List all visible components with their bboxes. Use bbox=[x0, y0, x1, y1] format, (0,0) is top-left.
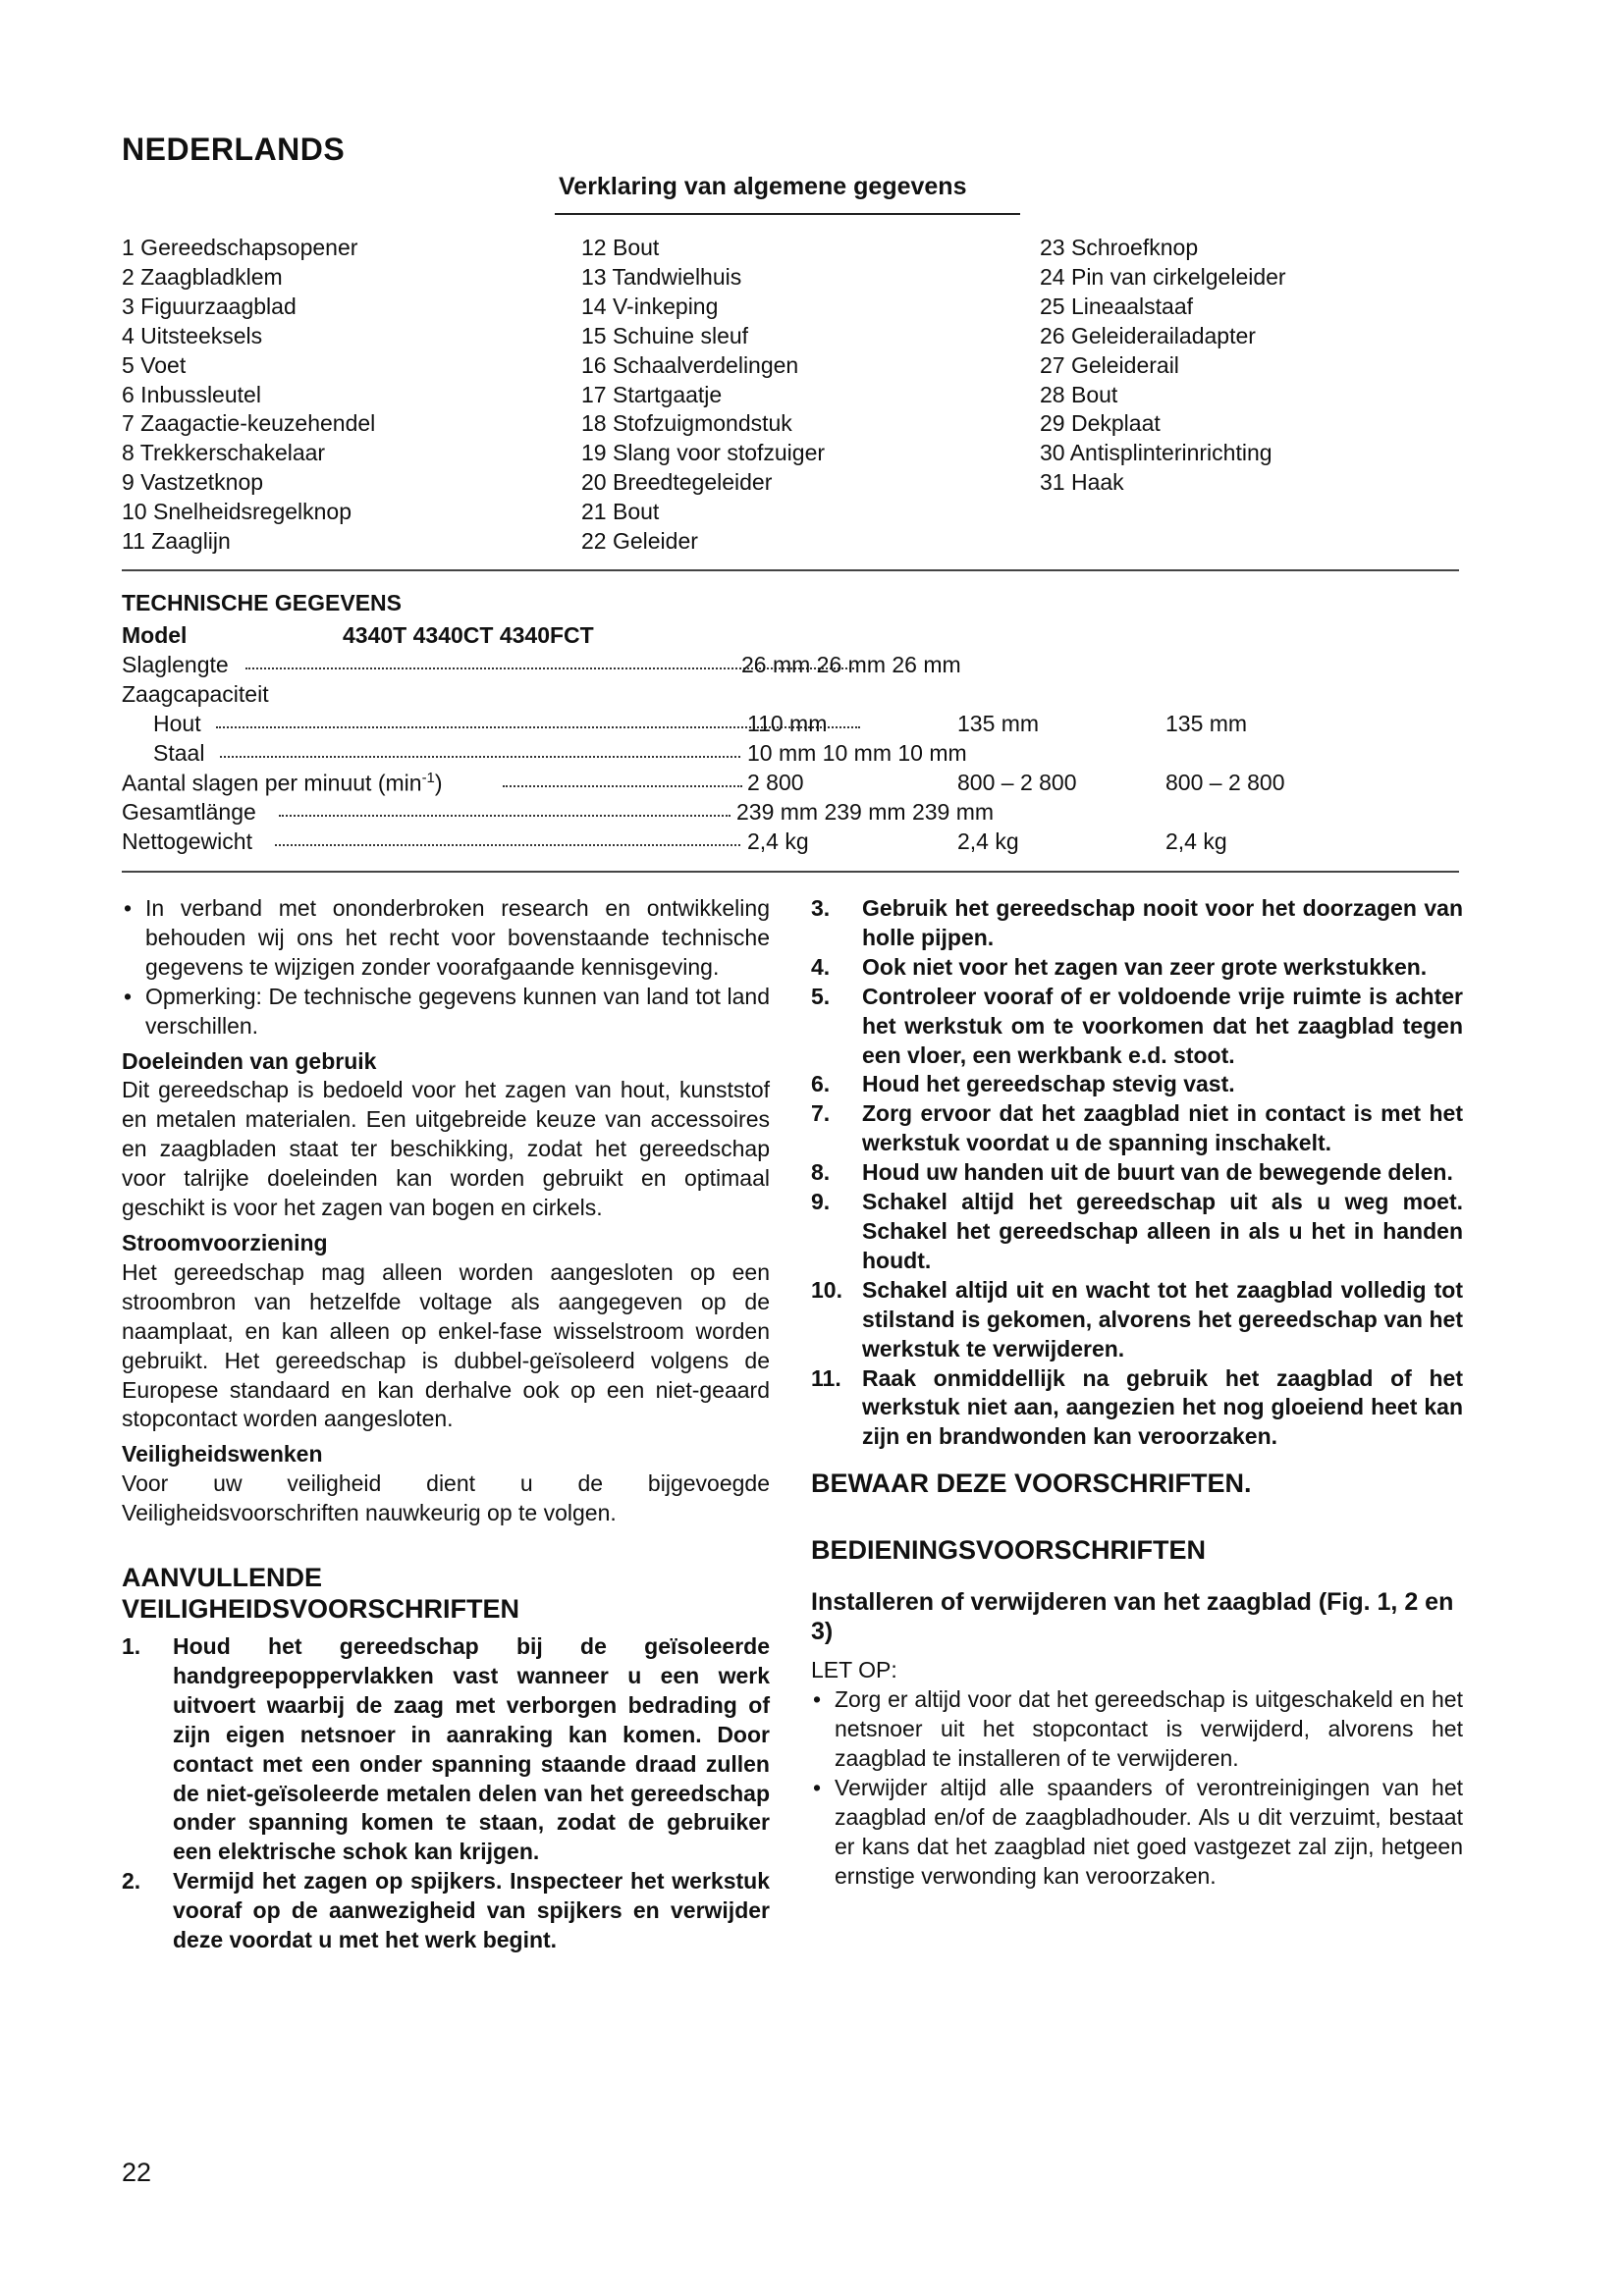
legend-item: 29 Dekplaat bbox=[1040, 410, 1161, 437]
legend-item: 28 Bout bbox=[1040, 381, 1118, 407]
spec-notes bbox=[122, 894, 770, 1041]
safety-rules-right bbox=[811, 894, 1463, 1452]
model-values: 4340T 4340CT 4340FCT bbox=[343, 622, 594, 648]
rule-text: Houd het gereedschap stevig vast. bbox=[862, 1071, 1235, 1097]
legend-item: 27 Geleiderail bbox=[1040, 351, 1179, 378]
spec-label-sup: -1 bbox=[421, 770, 435, 786]
rule-number: 8. bbox=[811, 1159, 831, 1186]
legend-item: 6 Inbussleutel bbox=[122, 381, 261, 407]
legend-item: 15 Schuine sleuf bbox=[581, 322, 749, 348]
legend-item: 19 Slang voor stofzuiger bbox=[581, 440, 826, 466]
rule-number: 2. bbox=[122, 1868, 141, 1895]
legend-item: 17 Startgaatje bbox=[581, 381, 723, 407]
note-item: • Opmerking: De technische gegevens kunnen van land tot land verschillen. bbox=[122, 983, 770, 1041]
legend-item: 21 Bout bbox=[581, 499, 660, 525]
legend-item: 22 Geleider bbox=[581, 528, 698, 555]
spec-value: 135 mm bbox=[957, 711, 1040, 736]
rule-number: 3. bbox=[811, 895, 831, 921]
additional-safety-title-line-1: AANVULLENDE bbox=[122, 1563, 323, 1593]
spec-label-suffix: ) bbox=[434, 770, 443, 796]
rule-number: 4. bbox=[811, 953, 831, 980]
safety-rule bbox=[811, 983, 1463, 1071]
rule-text: Zorg ervoor dat het zaagblad niet in contact is met het werkstuk voordat u de spanning inschakelt. bbox=[862, 1100, 1463, 1156]
spec-value: 800 – 2 800 bbox=[957, 770, 1077, 795]
legend-item: 12 Bout bbox=[581, 235, 660, 260]
spec-value: 2,4 kg bbox=[957, 828, 1019, 854]
legend-item: 9 Vastzetknop bbox=[122, 469, 264, 496]
safety-rule bbox=[811, 1364, 1463, 1453]
spec-label: Zaagcapaciteit bbox=[122, 681, 269, 707]
legend-item: 30 Antisplinterinrichting bbox=[1040, 440, 1272, 466]
legend-item: 4 Uitsteeksels bbox=[122, 322, 263, 348]
rule-text: Houd het gereedschap bij de geïsoleerde handgreepoppervlakken vast wanneer u een werk uitvoert waarbij de zaag met verborgen bedrading of zijn eigen netsnoer in aanraking kan komen. Door contact met een onder spanning staande draad zullen de niet-geïsoleerde metalen delen van het gereedschap onder spanning komen te staan, zodat de gebruiker een elektrische schok kan krijgen. bbox=[173, 1633, 770, 1865]
legend-item: 3 Figuurzaagblad bbox=[122, 293, 297, 319]
safety-rule bbox=[811, 1070, 1463, 1099]
spec-value: 110 mm bbox=[747, 711, 828, 736]
caution-item: • Zorg er altijd voor dat het gereedschap is uitgeschakeld en het netsnoer uit het stopcontact is verwijderd, alvorens het zaagblad te installeren of te verwijderen. bbox=[811, 1685, 1463, 1774]
spec-value: 2 800 bbox=[747, 770, 804, 795]
safety-rule bbox=[811, 1158, 1463, 1188]
legend-item: 31 Haak bbox=[1040, 469, 1124, 496]
additional-safety-title bbox=[122, 1562, 770, 1625]
spec-label: Nettogewicht bbox=[122, 828, 252, 854]
rule-number: 9. bbox=[811, 1189, 831, 1215]
legend-item: 11 Zaaglijn bbox=[122, 528, 231, 555]
legend-item: 13 Tandwielhuis bbox=[581, 263, 742, 290]
legend-heading-rule bbox=[555, 213, 1020, 215]
legend-item: 16 Schaalverdelingen bbox=[581, 351, 799, 378]
page-number: 22 bbox=[122, 2158, 152, 2187]
spec-label: Staal bbox=[153, 740, 205, 766]
rule-text: Houd uw handen uit de buurt van de bewegende delen. bbox=[862, 1159, 1453, 1186]
legend-item: 2 Zaagbladklem bbox=[122, 263, 283, 290]
spec-value: 10 mm 10 mm 10 mm bbox=[747, 740, 967, 766]
model-label: Model bbox=[122, 622, 188, 648]
spec-value: 135 mm bbox=[1165, 711, 1248, 736]
legend-item: 23 Schroefknop bbox=[1040, 235, 1199, 260]
legend-column-1 bbox=[122, 234, 375, 557]
legend-item: 7 Zaagactie-keuzehendel bbox=[122, 410, 376, 437]
leader-dots bbox=[220, 756, 740, 758]
legend-item: 5 Voet bbox=[122, 351, 187, 378]
leader-dots bbox=[279, 815, 731, 817]
right-column bbox=[811, 894, 1463, 1891]
safety-rule bbox=[811, 894, 1463, 953]
safety-rule bbox=[122, 1867, 770, 1955]
section-divider bbox=[122, 569, 1459, 571]
legend-item: 26 Geleiderailadapter bbox=[1040, 322, 1256, 348]
legend-item: 14 V-inkeping bbox=[581, 293, 719, 319]
safety-rule bbox=[811, 953, 1463, 983]
spec-label: Hout bbox=[153, 711, 201, 736]
legend-heading: Verklaring van algemene gegevens bbox=[559, 173, 967, 200]
leader-dots bbox=[503, 785, 742, 787]
rule-text: Ook niet voor het zagen van zeer grote werkstukken. bbox=[862, 953, 1428, 980]
power-text: Het gereedschap mag alleen worden aangesloten op een stroombron van hetzelfde voltage als aangegeven op de naamplaat, en kan alleen op enkel-fase wisselstroom worden gebruikt. Het gereedschap is dubbel-geïsoleerd volgens de Europese standaard en kan derhalve ook op een niet-geaard stopcontact worden aangesloten. bbox=[122, 1258, 770, 1432]
additional-safety-title-line-2: VEILIGHEIDSVOORSCHRIFTEN bbox=[122, 1594, 520, 1625]
legend-item: 25 Lineaalstaaf bbox=[1040, 293, 1194, 319]
rule-text: Vermijd het zagen op spijkers. Inspecteer het werkstuk vooraf op de aanwezigheid van spijkers en verwijder deze voordat u met het werk begint. bbox=[173, 1868, 770, 1953]
spec-label: Gesamtlänge bbox=[122, 799, 256, 825]
section-divider bbox=[122, 871, 1459, 873]
safety-rule bbox=[122, 1632, 770, 1867]
leader-dots bbox=[275, 844, 740, 846]
rule-text: Schakel altijd het gereedschap uit als u weg moet. Schakel het gereedschap alleen in als u het in handen houdt. bbox=[862, 1189, 1463, 1273]
specs-title: TECHNISCHE GEGEVENS bbox=[122, 590, 402, 615]
caution-notes bbox=[811, 1685, 1463, 1891]
caution-label: LET OP: bbox=[811, 1657, 897, 1683]
rule-text: Schakel altijd uit en wacht tot het zaagblad volledig tot stilstand is gekomen, alvorens het gereedschap van het werkstuk te verwijderen. bbox=[862, 1276, 1463, 1362]
spec-value: 2,4 kg bbox=[1165, 828, 1227, 854]
legend-column-2 bbox=[581, 234, 825, 557]
safety-text: Voor uw veiligheid dient u de bijgevoegde Veiligheidsvoorschriften nauwkeurig op te volgen. bbox=[122, 1470, 770, 1526]
spec-value: 239 mm 239 mm 239 mm bbox=[736, 799, 995, 825]
rule-text: Gebruik het gereedschap nooit voor het doorzagen van holle pijpen. bbox=[862, 895, 1463, 950]
spec-label: Slaglengte bbox=[122, 652, 229, 677]
spec-label-text: Aantal slagen per minuut (min bbox=[122, 770, 422, 796]
legend-item: 18 Stofzuigmondstuk bbox=[581, 410, 792, 437]
left-column bbox=[122, 894, 770, 1955]
safety-rules-left bbox=[122, 1632, 770, 1955]
safety-rule bbox=[811, 1099, 1463, 1158]
purpose-title: Doeleinden van gebruik bbox=[122, 1047, 377, 1074]
language-title: NEDERLANDS bbox=[122, 132, 346, 167]
spacer bbox=[122, 1528, 770, 1562]
rule-text: Controleer vooraf of er voldoende vrije ruimte is achter het werkstuk om te voorkomen dat het zaagblad tegen een vloer, een werkbank e.d. stoot. bbox=[862, 983, 1463, 1068]
safety-rule bbox=[811, 1276, 1463, 1364]
power-title: Stroomvoorziening bbox=[122, 1229, 328, 1255]
operation-title: BEDIENINGSVOORSCHRIFTEN bbox=[811, 1535, 1207, 1566]
spec-label bbox=[122, 770, 443, 797]
rule-number: 11. bbox=[811, 1364, 841, 1391]
spec-value: 2,4 kg bbox=[747, 828, 809, 854]
install-blade-title: Installeren of verwijderen van het zaagblad (Fig. 1, 2 en 3) bbox=[811, 1588, 1454, 1646]
spec-value: 800 – 2 800 bbox=[1165, 770, 1285, 795]
rule-number: 5. bbox=[811, 983, 831, 1009]
rule-number: 7. bbox=[811, 1100, 831, 1127]
purpose-text: Dit gereedschap is bedoeld voor het zagen van hout, kunststof en metalen materialen. Een uitgebreide keuze van accessoires en zaagbladen staat ter beschikking, zodat het gereedschap voor talrijke doeleinden kan worden gebruikt en optimaal geschikt is voor het zagen van bogen en cirkels. bbox=[122, 1077, 770, 1221]
save-instructions-title: BEWAAR DEZE VOORSCHRIFTEN. bbox=[811, 1468, 1252, 1499]
note-item: • In verband met ononderbroken research en ontwikkeling behouden wij ons het recht voor bovenstaande technische gegevens te wijzigen zonder voorafgaande kennisgeving. bbox=[122, 894, 770, 983]
legend-column-3 bbox=[1040, 234, 1286, 498]
safety-title: Veiligheidswenken bbox=[122, 1441, 323, 1468]
legend-item: 10 Snelheidsregelknop bbox=[122, 499, 352, 525]
rule-number: 6. bbox=[811, 1071, 831, 1097]
legend-item: 24 Pin van cirkelgeleider bbox=[1040, 263, 1286, 290]
safety-rule bbox=[811, 1188, 1463, 1276]
legend-item: 8 Trekkerschakelaar bbox=[122, 440, 326, 466]
legend-item: 1 Gereedschapsopener bbox=[122, 235, 358, 260]
rule-number: 10. bbox=[811, 1276, 842, 1303]
rule-number: 1. bbox=[122, 1633, 141, 1660]
caution-item: • Verwijder altijd alle spaanders of verontreinigingen van het zaagblad en/of de zaagbladhouder. Als u dit verzuimt, bestaat er kans dat het zaagblad niet goed vastgezet zal zijn, hetgeen ernstige verwonding kan veroorzaken. bbox=[811, 1774, 1463, 1892]
rule-text: Raak onmiddellijk na gebruik het zaagblad of het werkstuk niet aan, aangezien het nog gloeiend heet kan zijn en brandwonden kan veroorzaken. bbox=[862, 1364, 1463, 1450]
legend-item: 20 Breedtegeleider bbox=[581, 469, 773, 496]
spec-value: 26 mm 26 mm 26 mm bbox=[741, 652, 961, 677]
